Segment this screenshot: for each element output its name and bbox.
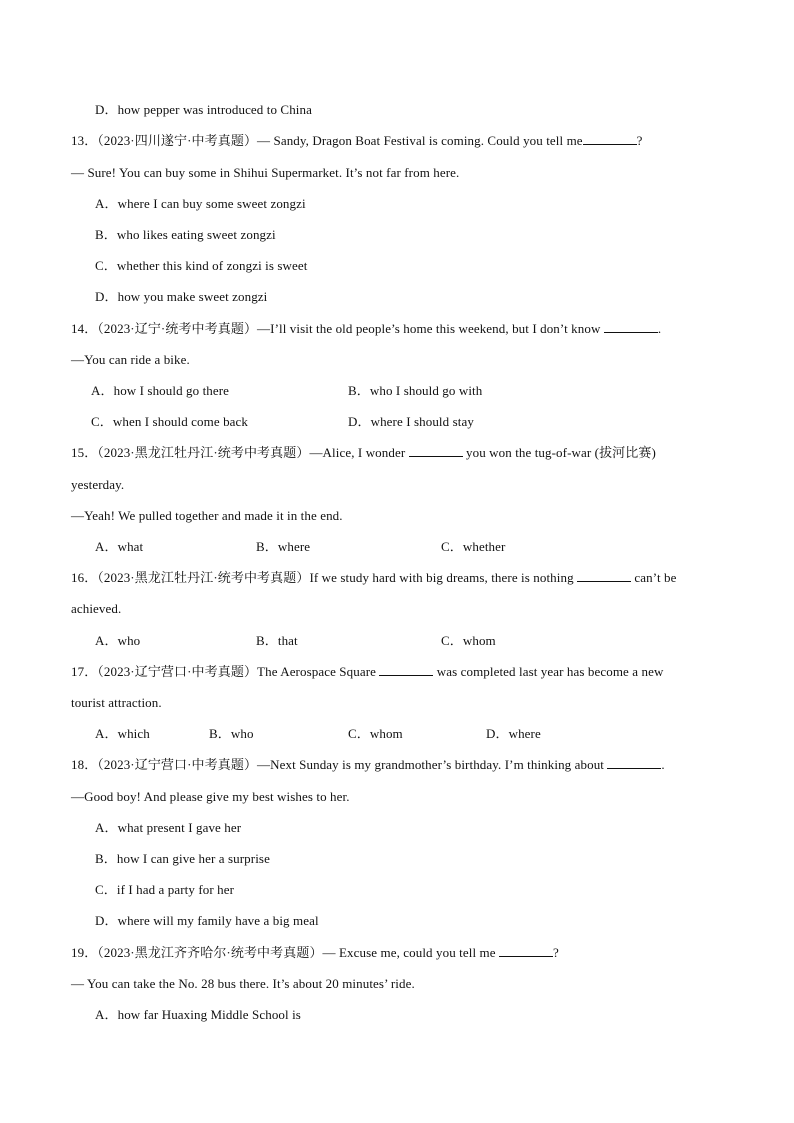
q14-reply: —You can ride a bike. bbox=[71, 352, 190, 367]
q19-suffix: ? bbox=[552, 945, 559, 960]
q16-option-a: A．who bbox=[95, 633, 141, 648]
q15-stem bbox=[71, 445, 656, 461]
q18-option-b: B．how I can give her a surprise bbox=[95, 851, 270, 866]
answer-blank bbox=[577, 570, 631, 582]
q14-option-d: D．where I should stay bbox=[348, 414, 474, 429]
answer-blank bbox=[409, 445, 463, 457]
answer-blank bbox=[604, 321, 658, 333]
q16-prefix: 16．（2023·黑龙江牡丹江·统考中考真题）If we study hard with big dreams, there is nothing bbox=[71, 570, 574, 585]
q13-option-b: B．who likes eating sweet zongzi bbox=[95, 227, 276, 242]
q15-suffix: you won the tug-of-war (拔河比赛) bbox=[466, 445, 656, 460]
q18-option-d: D．where will my family have a big meal bbox=[95, 913, 319, 928]
q13-stem bbox=[71, 133, 643, 149]
q16-option-c: C．whom bbox=[441, 633, 496, 648]
q13-option-c: C．whether this kind of zongzi is sweet bbox=[95, 258, 308, 273]
answer-blank bbox=[583, 133, 637, 145]
q16-continuation: achieved. bbox=[71, 601, 122, 616]
q14-option-a: A．how I should go there bbox=[91, 383, 230, 398]
q13-prefix: 13．（2023·四川遂宁·中考真题）— Sandy, Dragon Boat Festival is coming. Could you tell me bbox=[71, 133, 583, 148]
q18-option-a: A．what present I gave her bbox=[95, 820, 242, 835]
q16-option-b: B．that bbox=[256, 633, 298, 648]
q17-stem bbox=[71, 664, 663, 680]
q19-reply: — You can take the No. 28 bus there. It’s about 20 minutes’ ride. bbox=[71, 976, 415, 991]
q15-continuation: yesterday. bbox=[71, 477, 125, 492]
q16-suffix: can’t be bbox=[634, 570, 677, 585]
q13-suffix: ? bbox=[636, 133, 643, 148]
q14-stem bbox=[71, 321, 661, 337]
q19-stem bbox=[71, 945, 559, 961]
q15-option-b: B．where bbox=[256, 539, 311, 554]
q15-option-a: A．what bbox=[95, 539, 144, 554]
q18-reply: —Good boy! And please give my best wishes to her. bbox=[71, 789, 350, 804]
q14-prefix: 14．（2023·辽宁·统考中考真题）—I’ll visit the old people’s home this weekend, but I don’t know bbox=[71, 321, 601, 336]
q17-option-b: B．who bbox=[209, 726, 254, 741]
answer-blank bbox=[499, 945, 553, 957]
q13-option-a: A．where I can buy some sweet zongzi bbox=[95, 196, 306, 211]
q18-option-c: C．if I had a party for her bbox=[95, 882, 235, 897]
q14-option-c: C．when I should come back bbox=[91, 414, 249, 429]
q13-reply: — Sure! You can buy some in Shihui Supermarket. It’s not far from here. bbox=[71, 165, 460, 180]
q15-reply: —Yeah! We pulled together and made it in the end. bbox=[71, 508, 343, 523]
q17-suffix: was completed last year has become a new bbox=[436, 664, 664, 679]
q14-suffix: . bbox=[657, 321, 662, 336]
q14-option-b: B．who I should go with bbox=[348, 383, 483, 398]
q15-prefix: 15．（2023·黑龙江牡丹江·统考中考真题）—Alice, I wonder bbox=[71, 445, 406, 460]
q18-suffix: . bbox=[661, 757, 665, 772]
q15-option-c: C．whether bbox=[441, 539, 506, 554]
q18-prefix: 18．（2023·辽宁营口·中考真题）—Next Sunday is my grandmother’s birthday. I’m thinking about bbox=[71, 757, 605, 772]
q12-option-d: D．how pepper was introduced to China bbox=[95, 102, 312, 117]
q16-stem bbox=[71, 570, 676, 586]
q19-option-a: A．how far Huaxing Middle School is bbox=[95, 1007, 301, 1022]
answer-blank bbox=[607, 757, 661, 769]
q19-prefix: 19．（2023·黑龙江齐齐哈尔·统考中考真题）— Excuse me, could you tell me bbox=[71, 945, 496, 960]
q17-prefix: 17．（2023·辽宁营口·中考真题）The Aerospace Square bbox=[71, 664, 377, 679]
q13-option-d: D．how you make sweet zongzi bbox=[95, 289, 268, 304]
q17-continuation: tourist attraction. bbox=[71, 695, 162, 710]
q18-stem bbox=[71, 757, 665, 773]
q17-option-c: C．whom bbox=[348, 726, 403, 741]
q17-option-a: A．which bbox=[95, 726, 150, 741]
answer-blank bbox=[379, 664, 433, 676]
q17-option-d: D．where bbox=[486, 726, 541, 741]
